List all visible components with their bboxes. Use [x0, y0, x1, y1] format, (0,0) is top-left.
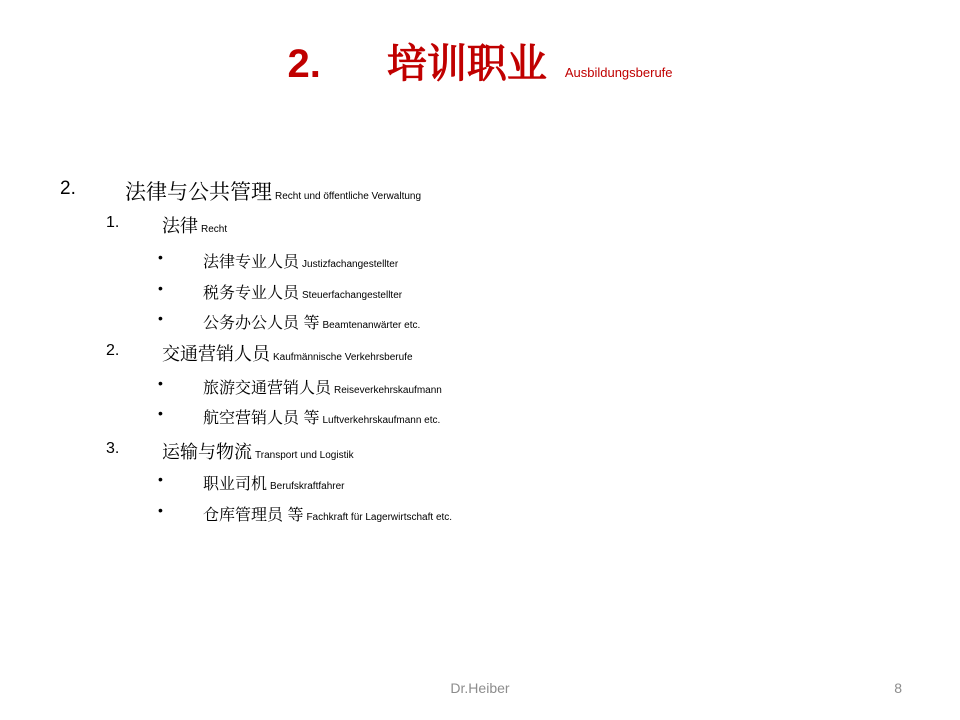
group-label: 运输与物流	[162, 442, 252, 462]
section-number: 2.	[60, 178, 76, 199]
group-number: 3.	[106, 440, 120, 457]
group-sub: Kaufmännische Verkehrsberufe	[273, 352, 413, 363]
item-label: 航空营销人员 等	[203, 410, 320, 427]
page-number: 8	[894, 680, 902, 696]
group-label: 法律	[162, 216, 198, 236]
title-german: Ausbildungsberufe	[564, 65, 673, 80]
bullet-icon: •	[158, 310, 163, 326]
item-sub: Beamtenanwärter etc.	[322, 320, 421, 331]
group-sub: Recht	[201, 224, 228, 235]
footer-author: Dr.Heiber	[450, 680, 510, 696]
bullet-icon: •	[158, 502, 163, 518]
item-label: 仓库管理员 等	[203, 507, 304, 524]
item-sub: Berufskraftfahrer	[270, 481, 345, 492]
group-number: 2.	[106, 342, 120, 359]
bullet-icon: •	[158, 375, 163, 391]
item-label: 法律专业人员	[203, 254, 300, 271]
item-sub: Luftverkehrskaufmann etc.	[322, 415, 441, 426]
item-label: 公务办公人员 等	[203, 315, 320, 332]
group-label: 交通营销人员	[162, 344, 270, 364]
section-sub: Recht und öffentliche Verwaltung	[275, 191, 422, 202]
group-sub: Transport und Logistik	[255, 450, 354, 461]
slide-title	[0, 32, 960, 89]
item-label: 职业司机	[203, 476, 268, 493]
item-sub: Reiseverkehrskaufmann	[334, 385, 442, 396]
bullet-icon: •	[158, 405, 163, 421]
bullet-icon: •	[158, 249, 163, 265]
group-number: 1.	[106, 214, 120, 231]
title-number: 2.	[287, 42, 321, 86]
item-sub: Steuerfachangestellter	[302, 290, 403, 301]
bullet-icon: •	[158, 280, 163, 296]
bullet-icon: •	[158, 471, 163, 487]
item-label: 税务专业人员	[203, 285, 300, 302]
item-sub: Justizfachangestellter	[302, 259, 399, 270]
section-label: 法律与公共管理	[125, 181, 272, 204]
item-label: 旅游交通营销人员	[203, 380, 332, 397]
title-chinese: 培训职业	[386, 42, 547, 86]
item-sub: Fachkraft für Lagerwirtschaft etc.	[306, 512, 453, 523]
